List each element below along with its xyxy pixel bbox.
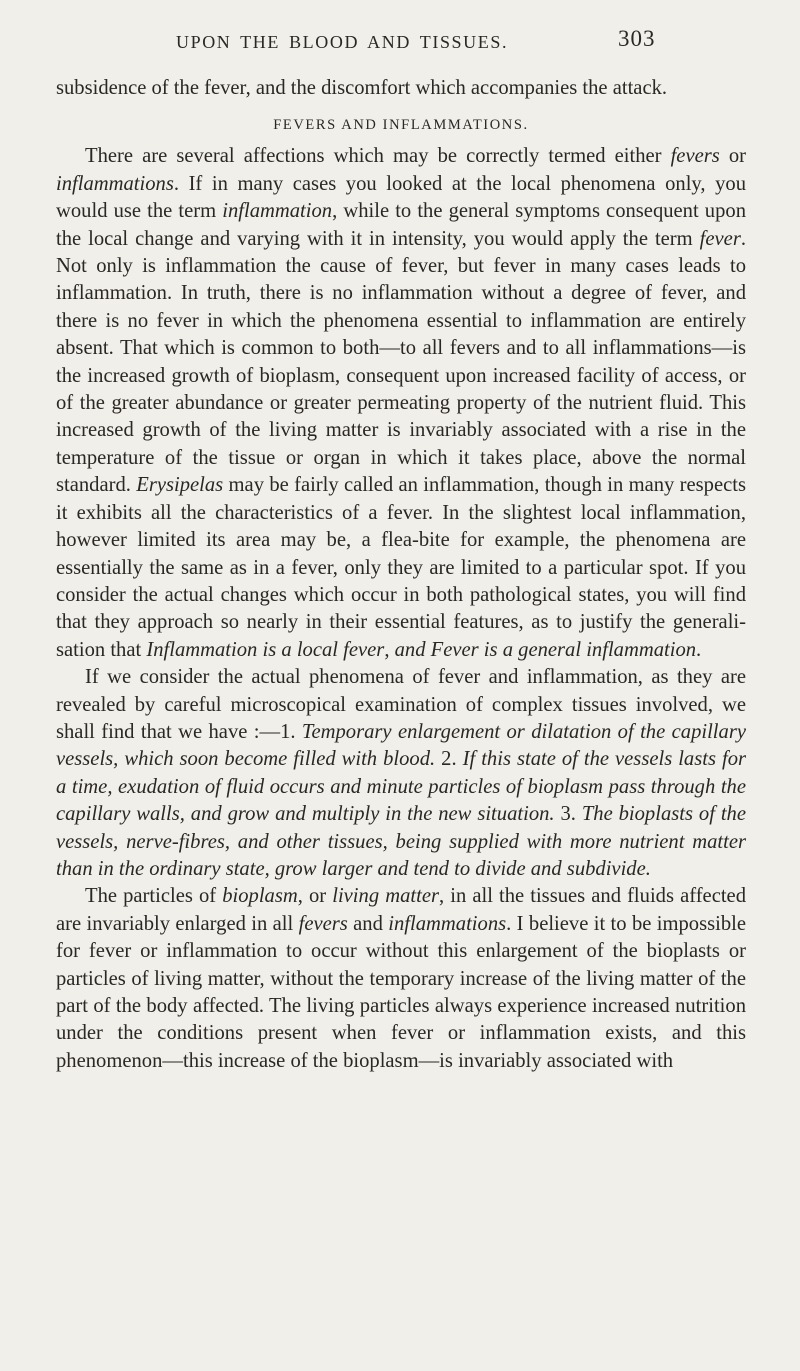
- text-run: , or: [297, 885, 333, 908]
- paragraph-phenomena: [56, 664, 746, 883]
- text-run: 3.: [554, 803, 582, 826]
- text-run: The particles of: [85, 885, 223, 908]
- text-run: , in all the tissues and fluids affected are invariably enlarged in all: [56, 885, 746, 935]
- italic-term: fever: [699, 227, 741, 250]
- italic-term: inflammation: [222, 200, 333, 223]
- section-heading: FEVERS AND INFLAMMATIONS.: [273, 117, 529, 134]
- italic-term: Erysipelas: [136, 474, 224, 497]
- text-run: .: [696, 638, 702, 661]
- text-run: . I believe it to be impossible for fever or inflammation to occur without this enlargement of the bioplasts or particles of living matter, without the temporary increase of the living matter of the part of the body affected. The living particles always experience increased nutrition under the conditions present when fever or inflammation exists, and this phenomenon—this increase of the bioplasm—is invariably associated with: [56, 912, 746, 1072]
- paragraph-bioplasm: [56, 883, 746, 1075]
- running-title: UPON THE BLOOD AND TISSUES.: [176, 32, 509, 52]
- italic-term: bioplasm: [222, 885, 298, 908]
- body-text: [56, 75, 746, 1075]
- italic-term: and Fever is a general inflammation: [394, 638, 697, 661]
- italic-list-item: If this state of the vessels lasts for a time, exudation of fluid occurs and minute particles of bioplasm pass through the capillary walls, and grow and multiply in the new situation.: [56, 748, 747, 826]
- text-run: There are several affections which may be correctly termed either: [85, 145, 671, 168]
- continuation-paragraph: subsidence of the fever, and the discomfort which accompanies the attack.: [56, 77, 668, 99]
- italic-list-item: Temporary enlargement or dilatation of the capillary vessels, which soon become filled with blood.: [56, 720, 746, 771]
- text-run: and: [347, 912, 389, 935]
- text-run: , while to the general symptoms consequent upon the local change and varying with it in intensity, you would apply the term: [56, 200, 746, 250]
- text-run: . If in many cases you looked at the local phenomena only, you would use the term: [56, 172, 746, 223]
- running-head: [0, 26, 800, 66]
- text-run: . Not only is inflammation the cause of fever, but fever in many cases leads to inflammation. In truth, there is no inflammation without a degree of fever, and there is no fever in which the phenomena essential to inflammation are entirely absent. That which is common to both—to all fevers and to all inflammations—is the increased growth of bioplasm, consequent upon increased facility of access, or of the greater abundance or greater permeating property of the nutrient fluid. This increased growth of the living matter is invariably associated with a rise in the temperature of the tissue or organ in which it takes place, above the normal standard.: [56, 227, 746, 497]
- text-run: may be fairly called an inflammation, though in many respects it exhibits all the characteristics of a fever. In the slightest local inflammation, however limited its area may be, a flea-bite for example, the phenomena are essentially the same as in a fever, only they are limited to a particular spot. If you consider the actual changes which occur in both pathological states, you will find that they approach so nearly in their essential features, as to justify the generalisation that: [56, 474, 746, 661]
- text-run: ,: [384, 638, 395, 661]
- italic-term: Inflammation is a local fever: [146, 638, 385, 661]
- text-run: 2.: [435, 748, 463, 771]
- italic-term: inflammations: [56, 172, 174, 195]
- paragraph-definitions: [56, 143, 746, 664]
- italic-term: fevers: [298, 912, 348, 935]
- italic-term: inflammations: [388, 912, 507, 935]
- page-number: 303: [618, 26, 656, 51]
- italic-term: living matter: [332, 885, 439, 908]
- text-run: or: [719, 145, 746, 168]
- text-run: If we consider the actual phenomena of fever and inflammation, as they are revealed by careful microscopical examination of complex tissues involved, we shall find that we have :—1.: [56, 666, 746, 743]
- italic-list-item: The bioplasts of the vessels, nerve-fibres, and other tissues, being supplied with more nutrient matter than in the ordinary state, grow larger and tend to divide and subdivide.: [56, 803, 746, 880]
- italic-term: fevers: [670, 145, 720, 168]
